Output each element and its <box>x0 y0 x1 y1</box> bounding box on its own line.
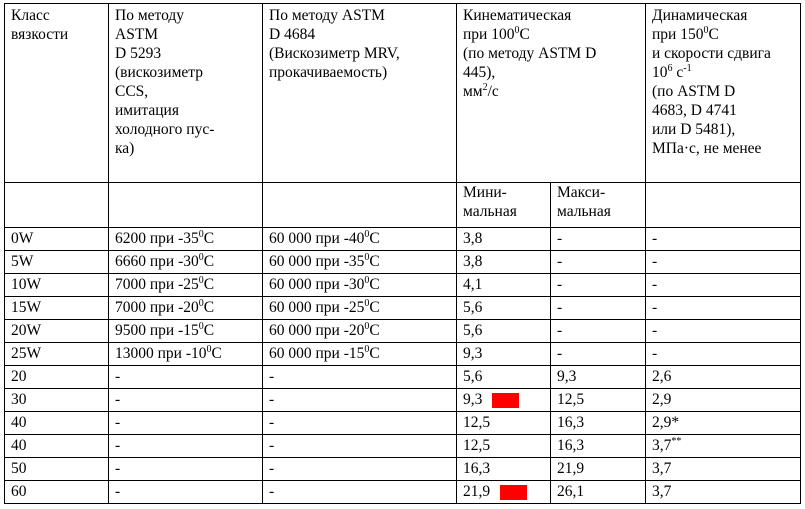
cell-mrv: 60 000 при $-35^0С$ <box>263 251 457 274</box>
cell-dynamic: - <box>646 274 801 297</box>
cell-kin-min: 5,6 <box>457 366 551 389</box>
header-dynamic-exp-neg1: -1 <box>683 62 692 74</box>
subheader-minimal: Мини- мальная <box>457 183 551 228</box>
cell-kin-min: 4,1 <box>457 274 551 297</box>
cell-kin-min: 9,3 <box>457 343 551 366</box>
cell-kin-max: - <box>551 343 646 366</box>
cell-class: 5W <box>5 251 109 274</box>
cell-dynamic: 2,6 <box>646 366 801 389</box>
cell-kin-max: - <box>551 274 646 297</box>
cell-dynamic: 3,7** <box>646 435 801 458</box>
cell-kin-max: 21,9 <box>551 458 646 481</box>
table-row <box>5 228 801 251</box>
header-dynamic-exp-6: 6 <box>667 62 673 74</box>
viscosity-table <box>4 3 801 504</box>
table-row <box>5 320 801 343</box>
cell-kin-max: - <box>551 228 646 251</box>
header-kinematic-text-3: /с <box>487 83 499 100</box>
table-row <box>5 412 801 435</box>
cell-ccs: - <box>109 458 263 481</box>
cell-kin-max: - <box>551 251 646 274</box>
subheader-empty-2 <box>109 183 263 228</box>
header-kinematic-text-1: Кинематическая при 100 <box>463 7 572 43</box>
cell-mrv: 60 000 при $-20^0С$ <box>263 320 457 343</box>
cell-dynamic: - <box>646 228 801 251</box>
cell-mrv: - <box>263 435 457 458</box>
red-highlight-marker <box>492 393 519 408</box>
cell-mrv: - <box>263 481 457 504</box>
table-row <box>5 435 801 458</box>
cell-kin-max: - <box>551 297 646 320</box>
header-row <box>5 4 801 183</box>
cell-dynamic: - <box>646 343 801 366</box>
table-row <box>5 458 801 481</box>
cell-kin-max: 16,3 <box>551 435 646 458</box>
cell-dynamic: - <box>646 320 801 343</box>
cell-mrv: 60 000 при $-40^0С$ <box>263 228 457 251</box>
cell-ccs: - <box>109 412 263 435</box>
cell-dynamic: 2,9* <box>646 412 801 435</box>
cell-ccs: 7000 при $-20^0С$ <box>109 297 263 320</box>
cell-ccs: - <box>109 481 263 504</box>
subheader-empty-6 <box>646 183 801 228</box>
header-kinematic-unit-exp: 2 <box>482 81 488 93</box>
cell-kin-max: 9,3 <box>551 366 646 389</box>
red-highlight-marker <box>500 485 527 500</box>
header-kinematic-text-2: С (по методу ASTM D 445), мм <box>463 26 597 100</box>
cell-mrv: - <box>263 458 457 481</box>
header-dynamic <box>646 4 801 183</box>
cell-kin-max: 26,1 <box>551 481 646 504</box>
cell-ccs: 13000 при $-10^0С$ <box>109 343 263 366</box>
cell-kin-min: 3,8 <box>457 228 551 251</box>
cell-class: 60 <box>5 481 109 504</box>
cell-class: 25W <box>5 343 109 366</box>
cell-kin-max: - <box>551 320 646 343</box>
cell-class: 40 <box>5 435 109 458</box>
cell-dynamic: 3,7 <box>646 458 801 481</box>
cell-dynamic: 3,7 <box>646 481 801 504</box>
cell-class: 20 <box>5 366 109 389</box>
table-row <box>5 389 801 412</box>
table-row <box>5 481 801 504</box>
header-dynamic-text-1: Динамическая при 150 <box>652 7 748 43</box>
cell-class: 40 <box>5 412 109 435</box>
cell-kin-min: 12,5 <box>457 435 551 458</box>
table-row <box>5 343 801 366</box>
header-dynamic-text-3: с <box>672 64 684 81</box>
subheader-empty-3 <box>263 183 457 228</box>
cell-kin-min: 12,5 <box>457 412 551 435</box>
table-row <box>5 251 801 274</box>
cell-ccs: - <box>109 366 263 389</box>
cell-mrv: - <box>263 366 457 389</box>
cell-ccs: 9500 при $-15^0С$ <box>109 320 263 343</box>
cell-mrv: 60 000 при $-15^0С$ <box>263 343 457 366</box>
cell-mrv: - <box>263 389 457 412</box>
cell-dynamic: - <box>646 297 801 320</box>
subheader-maximal: Макси- мальная <box>551 183 646 228</box>
cell-mrv: - <box>263 412 457 435</box>
cell-kin-min: 21,9 <box>457 481 551 504</box>
cell-ccs: 7000 при $-25^0С$ <box>109 274 263 297</box>
cell-ccs: - <box>109 435 263 458</box>
header-viscosity-class: Класс вязкости <box>5 4 109 183</box>
subheader-empty-1 <box>5 183 109 228</box>
cell-ccs: - <box>109 389 263 412</box>
subheader-row <box>5 183 801 228</box>
table-row <box>5 297 801 320</box>
table-row <box>5 274 801 297</box>
header-kinematic-degree: 0 <box>514 24 520 36</box>
cell-class: 50 <box>5 458 109 481</box>
header-kinematic <box>457 4 646 183</box>
header-dynamic-text-4: (по ASTM D 4683, D 4741 или D 5481), МПа·с, не менее <box>652 83 762 157</box>
cell-kin-min: 5,6 <box>457 297 551 320</box>
cell-kin-min: 9,3 <box>457 389 551 412</box>
cell-class: 30 <box>5 389 109 412</box>
header-astm-d4684: По методу ASTM D 4684 (Вискозиметр MRV, прокачиваемость) <box>263 4 457 183</box>
cell-dynamic: - <box>646 251 801 274</box>
cell-kin-min: 16,3 <box>457 458 551 481</box>
header-astm-d5293: По методу ASTM D 5293 (вискозиметр CCS, имитация холодного пус- ка) <box>109 4 263 183</box>
cell-kin-max: 12,5 <box>551 389 646 412</box>
cell-mrv: 60 000 при $-25^0С$ <box>263 297 457 320</box>
cell-mrv: 60 000 при $-30^0С$ <box>263 274 457 297</box>
cell-kin-max: 16,3 <box>551 412 646 435</box>
table-row <box>5 366 801 389</box>
header-dynamic-text-2: С и скорости сдвига 10 <box>652 26 771 81</box>
cell-class: 0W <box>5 228 109 251</box>
cell-ccs: 6660 при $-30^0С$ <box>109 251 263 274</box>
cell-class: 10W <box>5 274 109 297</box>
cell-dynamic: 2,9 <box>646 389 801 412</box>
cell-kin-min: 3,8 <box>457 251 551 274</box>
header-dynamic-degree: 0 <box>703 24 709 36</box>
cell-class: 15W <box>5 297 109 320</box>
cell-class: 20W <box>5 320 109 343</box>
cell-kin-min: 5,6 <box>457 320 551 343</box>
cell-ccs: 6200 при $-35^0С$ <box>109 228 263 251</box>
